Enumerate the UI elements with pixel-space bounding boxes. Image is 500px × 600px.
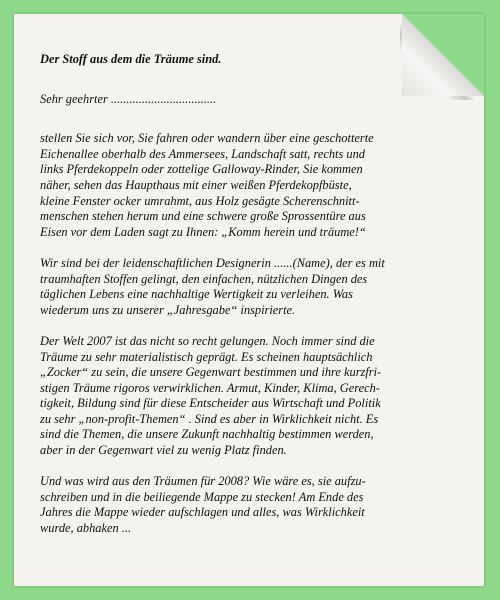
letter-title: Der Stoff aus dem die Träume sind. — [40, 52, 222, 66]
letter-paragraph-1: stellen Sie sich vor, Sie fahren oder wandern über eine geschotterte Eichenallee oberhalb des Ammersees, Landschaft satt, rechts und links Pferdekoppeln oder zottelige Galloway-Rinder, Sie kommen näher, sehen das Haupthaus mit einer weißen Pferdekopfbüste, kleine Fenster ocker umrahmt, aus Holz gesägte Scherenschnitt- menschen stehen herum und eine schwere große Sprossentüre aus Eisen vor dem Laden sagt zu Ihnen: „Komm herein und träume!“ — [40, 131, 374, 239]
letter-content — [40, 52, 460, 552]
letter-paper — [14, 14, 484, 586]
letter-paragraph-2: Wir sind bei der leidenschaftlichen Designerin ......(Name), der es mit traumhaften Stoffen gelingt, den einfachen, nützlichen Dingen des täglichen Lebens eine nachhaltige Wertigkeit zu verleihen. Was wiederum uns zu unserer „Jahresgabe“ inspirierte. — [40, 255, 385, 317]
letter-paragraph-4: Und was wird aus den Träumen für 2008? Wie wäre es, sie aufzu- schreiben und in die beiliegende Mappe zu stecken! Am Ende des Jahres die Mappe wieder aufschlagen und alles, was Wirklichkeit wurde, abhaken ... — [40, 474, 366, 536]
letter-salutation: Sehr geehrter .................................. — [40, 91, 217, 106]
letter-paragraph-3: Der Welt 2007 ist das nicht so recht gelungen. Noch immer sind die Träume zu sehr materialistisch geprägt. Es scheinen hauptsächlich „Zocker“ zu sein, die unsere Gegenwart bestimmen und ihre kurzfri- stigen Träume rigoros verwirklichen. Armut, Kinder, Klima, Gerech- tigkeit, Bildung sind für diese Entscheider aus Wirtschaft und Politik zu sehr „non-profit-Themen“ . Sind es aber in Wirklichkeit nicht. Es sind die Themen, die unsere Zukunft nachhaltig bestimmen werden, aber in der Gegenwart viel zu wenig Platz finden. — [40, 333, 382, 458]
